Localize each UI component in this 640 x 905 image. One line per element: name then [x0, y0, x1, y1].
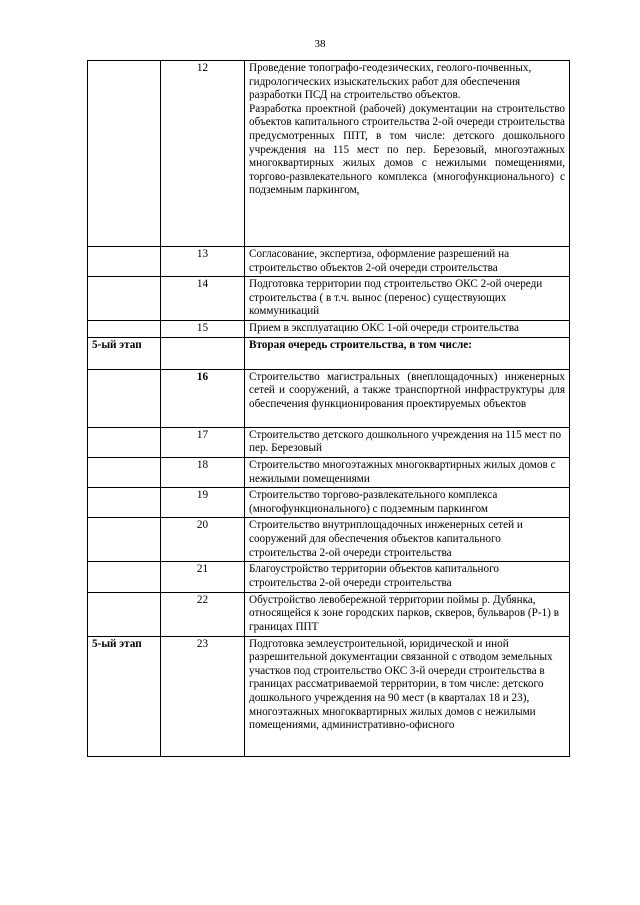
item-number: 12	[161, 61, 245, 247]
item-number: 16	[161, 369, 245, 427]
item-description: Строительство торгово-развлекательного комплекса (многофункционального) с подземным паркингом	[245, 488, 570, 518]
table-row	[88, 592, 570, 636]
stage-cell	[88, 277, 161, 321]
item-number: 23	[161, 636, 245, 756]
item-description: Согласование, экспертиза, оформление разрешений на строительство объектов 2-ой очереди строительства	[245, 247, 570, 277]
stage-cell	[88, 592, 161, 636]
item-number: 21	[161, 562, 245, 592]
stage-cell: 5-ый этап	[88, 636, 161, 756]
stage-cell	[88, 61, 161, 247]
item-description: Благоустройство территории объектов капитального строительства 2-ой очереди строительства	[245, 562, 570, 592]
construction-stages-table	[87, 60, 570, 757]
stage-cell	[88, 321, 161, 338]
stage-cell	[88, 488, 161, 518]
table-row	[88, 518, 570, 562]
item-number: 22	[161, 592, 245, 636]
table-row	[88, 337, 570, 369]
table-row	[88, 247, 570, 277]
item-description: Строительство многоэтажных многоквартирных жилых домов с нежилыми помещениями	[245, 457, 570, 487]
stage-cell	[88, 518, 161, 562]
stage-cell: 5-ый этап	[88, 337, 161, 369]
table-row	[88, 636, 570, 756]
item-paragraph: Проведение топографо-геодезических, геолого-почвенных, гидрологических изыскательских работ для обеспечения разработки ПСД на строительство объектов.	[249, 62, 532, 102]
item-description	[245, 61, 570, 247]
table-row	[88, 61, 570, 247]
item-description: Подготовка землеустроительной, юридической и иной разрешительной документации связанной с отводом земельных участков под строительство ОКС 3-й очереди строительства в границах рассматриваемой территории, в том числе: детского дошкольного учреждения на 90 мест (в кварталах 18 и 23), многоэтажных многоквартирных жилых домов с нежилыми помещениями, административно-офисного	[245, 636, 570, 756]
item-number: 14	[161, 277, 245, 321]
item-description: Строительство детского дошкольного учреждения на 115 мест по пер. Березовый	[245, 427, 570, 457]
table-row	[88, 427, 570, 457]
item-description: Строительство внутриплощадочных инженерных сетей и сооружений для обеспечения объектов капитального строительства 2-ой очереди строительства	[245, 518, 570, 562]
item-number: 20	[161, 518, 245, 562]
item-number: 18	[161, 457, 245, 487]
table-row	[88, 277, 570, 321]
table-row	[88, 369, 570, 427]
stage-cell	[88, 369, 161, 427]
section-heading: Вторая очередь строительства, в том числе:	[245, 337, 570, 369]
stage-cell	[88, 562, 161, 592]
stage-cell	[88, 457, 161, 487]
item-description: Подготовка территории под строительство ОКС 2-ой очереди строительства ( в т.ч. вынос (перенос) существующих коммуникаций	[245, 277, 570, 321]
table-row	[88, 562, 570, 592]
page-number: 38	[314, 38, 326, 50]
item-paragraph: Разработка проектной (рабочей) документации на строительство объектов капитального строительства 2-ой очереди строительства предусмотренных ППТ, в том числе: детского дошкольного учреждения на 115 мест по пер. Березовый, многоэтажных многоквартирных жилых домов с нежилыми помещениями, торгово-развлекательного комплекса (многофункционального) с подземным паркингом,	[249, 102, 565, 197]
item-number: 13	[161, 247, 245, 277]
item-number: 19	[161, 488, 245, 518]
item-number	[161, 337, 245, 369]
stage-cell	[88, 247, 161, 277]
table-row	[88, 457, 570, 487]
stage-cell	[88, 427, 161, 457]
table-row	[88, 321, 570, 338]
item-description: Строительство магистральных (внеплощадочных) инженерных сетей и сооружений, а также транспортной инфраструктуры для обеспечения функционирования проектируемых объектов	[245, 369, 570, 427]
item-description: Обустройство левобережной территории поймы р. Дубянка, относящейся к зоне городских парков, скверов, бульваров (Р-1) в границах ППТ	[245, 592, 570, 636]
item-number: 15	[161, 321, 245, 338]
item-number: 17	[161, 427, 245, 457]
item-description: Прием в эксплуатацию ОКС 1-ой очереди строительства	[245, 321, 570, 338]
table-row	[88, 488, 570, 518]
